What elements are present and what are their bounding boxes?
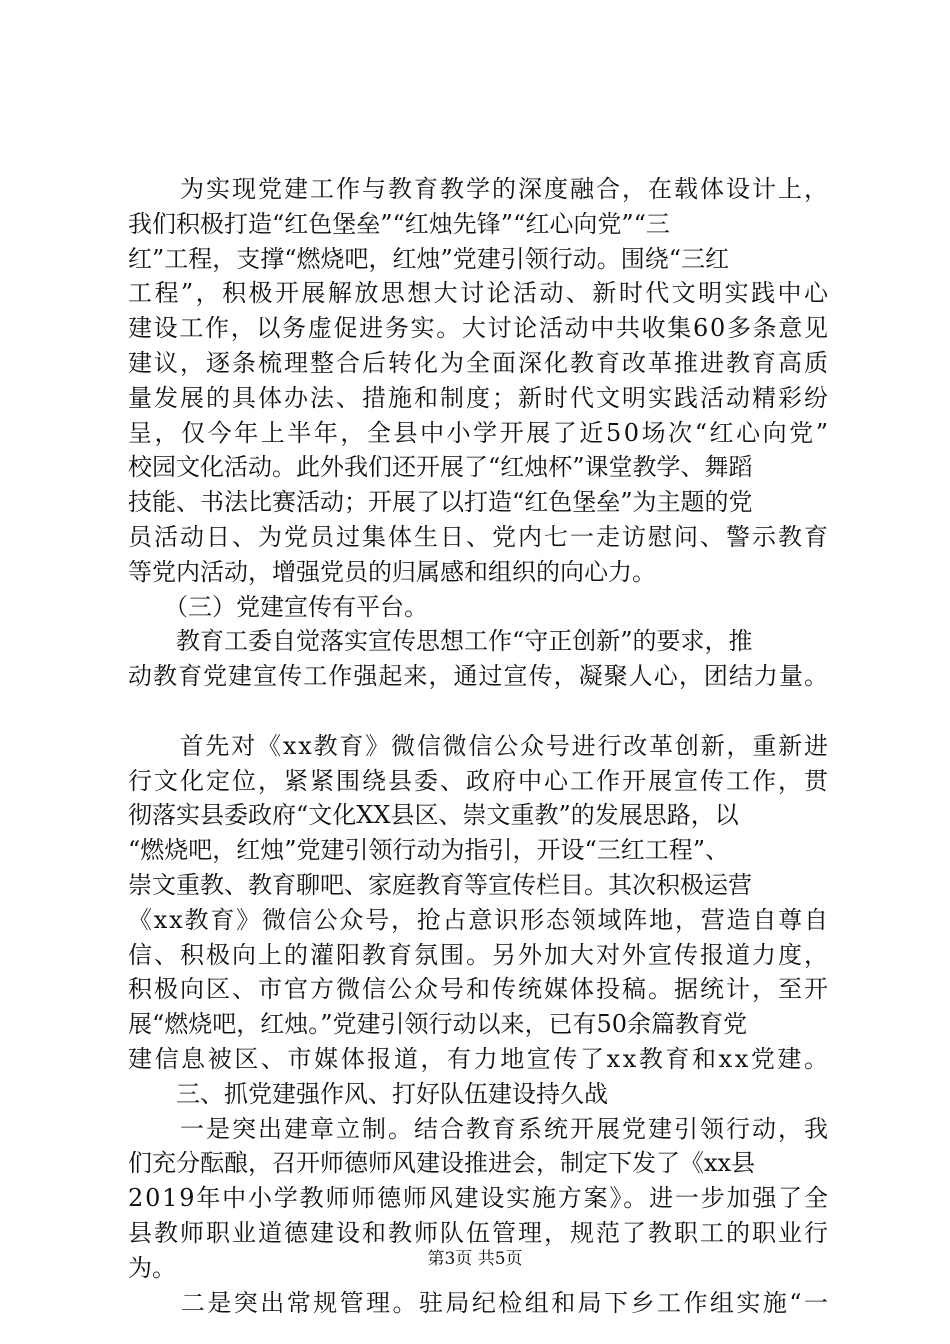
text-line: 行文化定位，紧紧围绕县委、政府中心工作开展宣传工作，贯 [128, 766, 830, 795]
text-line: （三）党建宣传有平台。 [128, 592, 428, 621]
text-line: 等党内活动，增强党员的归属感和组织的向心力。 [128, 557, 656, 586]
text-line: 量发展的具体办法、措施和制度；新时代文明实践活动精彩纷 [128, 383, 830, 412]
text-line: 首先对《xx教育》微信微信公众号进行改革创新，重新进 [128, 731, 830, 760]
text-line: 动教育党建宣传工作强起来，通过宣传，凝聚人心，团结力量。 [128, 662, 830, 691]
text-line: 三、抓党建强作风、打好队伍建设持久战 [128, 1079, 608, 1108]
text-line: 我们积极打造“红色堡垒”“红烛先锋”“红心向党”“三 [128, 209, 670, 238]
text-line: 一是突出建章立制。结合教育系统开展党建引领行动，我 [128, 1114, 830, 1143]
text-line: 为。 [128, 1253, 176, 1282]
text-line: 2019年中小学教师师德师风建设实施方案》。进一步加强了全 [128, 1184, 830, 1213]
text-line: 县教师职业道德建设和教师队伍管理，规范了教职工的职业行 [128, 1218, 830, 1247]
text-line: 《xx教育》微信公众号，抢占意识形态领域阵地，营造自尊自 [128, 905, 830, 934]
text-line: 呈，仅今年上半年，全县中小学开展了近50场次“红心向党” [128, 418, 831, 447]
text-line: 信、积极向上的灌阳教育氛围。另外加大对外宣传报道力度， [128, 940, 830, 969]
text-line: 员活动日、为党员过集体生日、党内七一走访慰问、警示教育 [128, 522, 830, 551]
text-line: 彻落实县委政府“文化XX县区、崇文重教”的发展思路，以 [128, 801, 739, 830]
text-line: “燃烧吧，红烛”党建引领行动为指引，开设“三红工程”、 [128, 836, 730, 865]
text-line: 建议，逐条梳理整合后转化为全面深化教育改革推进教育高质 [128, 348, 830, 377]
text-line: 技能、书法比赛活动；开展了以打造“红色堡垒”为主题的党 [128, 488, 753, 517]
text-line: 红”工程，支撑“燃烧吧，红烛”党建引领行动。围绕“三红 [128, 244, 730, 273]
text-line: 建信息被区、市媒体报道，有力地宣传了xx教育和xx党建。 [128, 1044, 831, 1073]
text-line: 工程”，积极开展解放思想大讨论活动、新时代文明实践中心 [128, 279, 831, 308]
text-line: 展“燃烧吧，红烛。”党建引领行动以来，已有50余篇教育党 [128, 1010, 748, 1039]
blank-line [128, 694, 828, 729]
document-body [128, 172, 831, 1320]
text-line: 建设工作，以务虚促进务实。大讨论活动中共收集60多条意见 [128, 314, 830, 343]
text-line: 们充分酝酿，召开师德师风建设推进会，制定下发了《xx县 [128, 1149, 756, 1178]
text-line: 教育工委自觉落实宣传思想工作“守正创新”的要求，推 [128, 627, 753, 656]
text-line: 校园文化活动。此外我们还开展了“红烛杯”课堂教学、舞蹈 [128, 453, 753, 482]
text-line: 二是突出常规管理。驻局纪检组和局下乡工作组实施“一 [128, 1288, 831, 1317]
text-line: 为实现党建工作与教育教学的深度融合，在载体设计上， [128, 175, 830, 203]
text-line: 积极向区、市官方微信公众号和传统媒体投稿。据统计，至开 [128, 975, 830, 1004]
text-line: 崇文重教、教育聊吧、家庭教育等宣传栏目。其次积极运营 [128, 870, 752, 899]
page-footer: 第3页 共5页 [427, 1249, 523, 1269]
